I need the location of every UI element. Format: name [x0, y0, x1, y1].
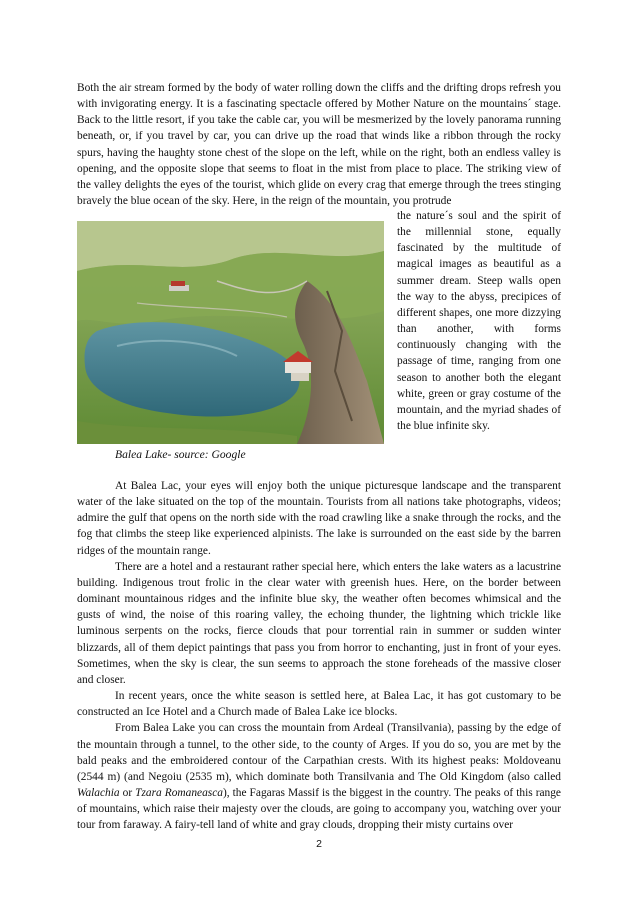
balea-lake-photo [77, 221, 384, 444]
paragraph-fagaras-part3: ), the Fagaras Massif is the biggest in the country. The peaks of this range of mountains, which raise their majesty over the clouds, are going to accompany you, watching over your tour from faraway. A fairy-tell land of white and gray clouds, dropping their misty curtains over [77, 786, 561, 832]
paragraph-balea-lac: At Balea Lac, your eyes will enjoy both the unique picturesque landscape and the transparent water of the lake situated on the top of the mountain. Tourists from all nations take photographs, videos; admire the gulf that opens on the north side with the road crawling like a snake through the rocks, and the fog that climbs the steep like experienced alpinists. The lake is surrounded on the east side by the barren ridges of the mountain range. [77, 480, 561, 557]
intro-paragraph: Both the air stream formed by the body of water rolling down the cliffs and the drifting drops refresh you with invigorating energy. It is a fascinating spectacle offered by Mother Nature on the mountains´ stage. Back to the little resort, if you take the cable car, you will be mesmerized by the lovely panorama running beneath, or, if you travel by car, you can drive up the road that winds like a ribbon through the rocky spurs, having the haughty stone chest of the slope on the left, while on the right, both an endless valley is opening, and the opposite slope that seems to float in the mist from place to place. The striking view of the valley delights the eyes of the tourist, which glide on every crag that emerge through the trees stinging bravely the blue ocean of the sky. Here, in the reign of the mountain, you protrude [77, 82, 561, 208]
paragraph-hotel: There are a hotel and a restaurant rather special here, which enters the lake waters as a lacustrine building. Indigenous trout frolic in the clear water with greenish hues. Here, on the border between dominant mountainous ridges and the infinite blue sky, the weather often becomes whimsical and the gusts of wind, the noise of this roaring valley, the echoing thunder, the lightning which trickle like luminous serpents on the rocks, fierce clouds that pour torrential rain in summer or sudden winter blizzards, all of them depict paintings that pass you from horror to enchanting, just in front of your eyes. Sometimes, when the sky is clear, the sun seems to approach the stone foreheads of the massive closer and closer. [77, 560, 561, 686]
tzara-romaneasca-term: Tzara Romaneasca [135, 786, 223, 799]
paragraph-ice-hotel: In recent years, once the white season is settled here, at Balea Lac, it has got customary to be constructed an Ice Hotel and a Church made of Balea Lake ice blocks. [77, 690, 561, 719]
lake-landscape-image [77, 221, 384, 444]
paragraph-fagaras-part1: From Balea Lake you can cross the mountain from Ardeal (Transilvania), passing by the edge of the mountain through a tunnel, to the other side, to the county of Arges. If you do so, you are met by the bald peaks and the embroidered contour of the Carpathian crests. With its highest peaks: Moldoveanu (2544 m) (and Negoiu (2535 m), which dominate both Transilvania and The Old Kingdom (also called [77, 722, 561, 783]
body-section [77, 478, 561, 833]
paragraph-fagaras [77, 720, 561, 833]
page-number: 2 [316, 838, 322, 850]
intro-section [77, 80, 561, 209]
photo-caption: Balea Lake- source: Google [115, 448, 246, 461]
walachia-term: Walachia [77, 786, 120, 799]
wrap-paragraph: the nature´s soul and the spirit of the millennial stone, equally fascinated by the multitude of magical images as beautiful as a summer dream. Steep walls open the way to the abyss, precipices of different shapes, one more dizzying than another, with forms continuously changing with the passage of time, ranging from one season to another both the elegant white, green or gray costume of the mountain, and the myriad shades of the blue infinite sky. [397, 210, 561, 433]
paragraph-fagaras-part2: or [119, 786, 136, 799]
